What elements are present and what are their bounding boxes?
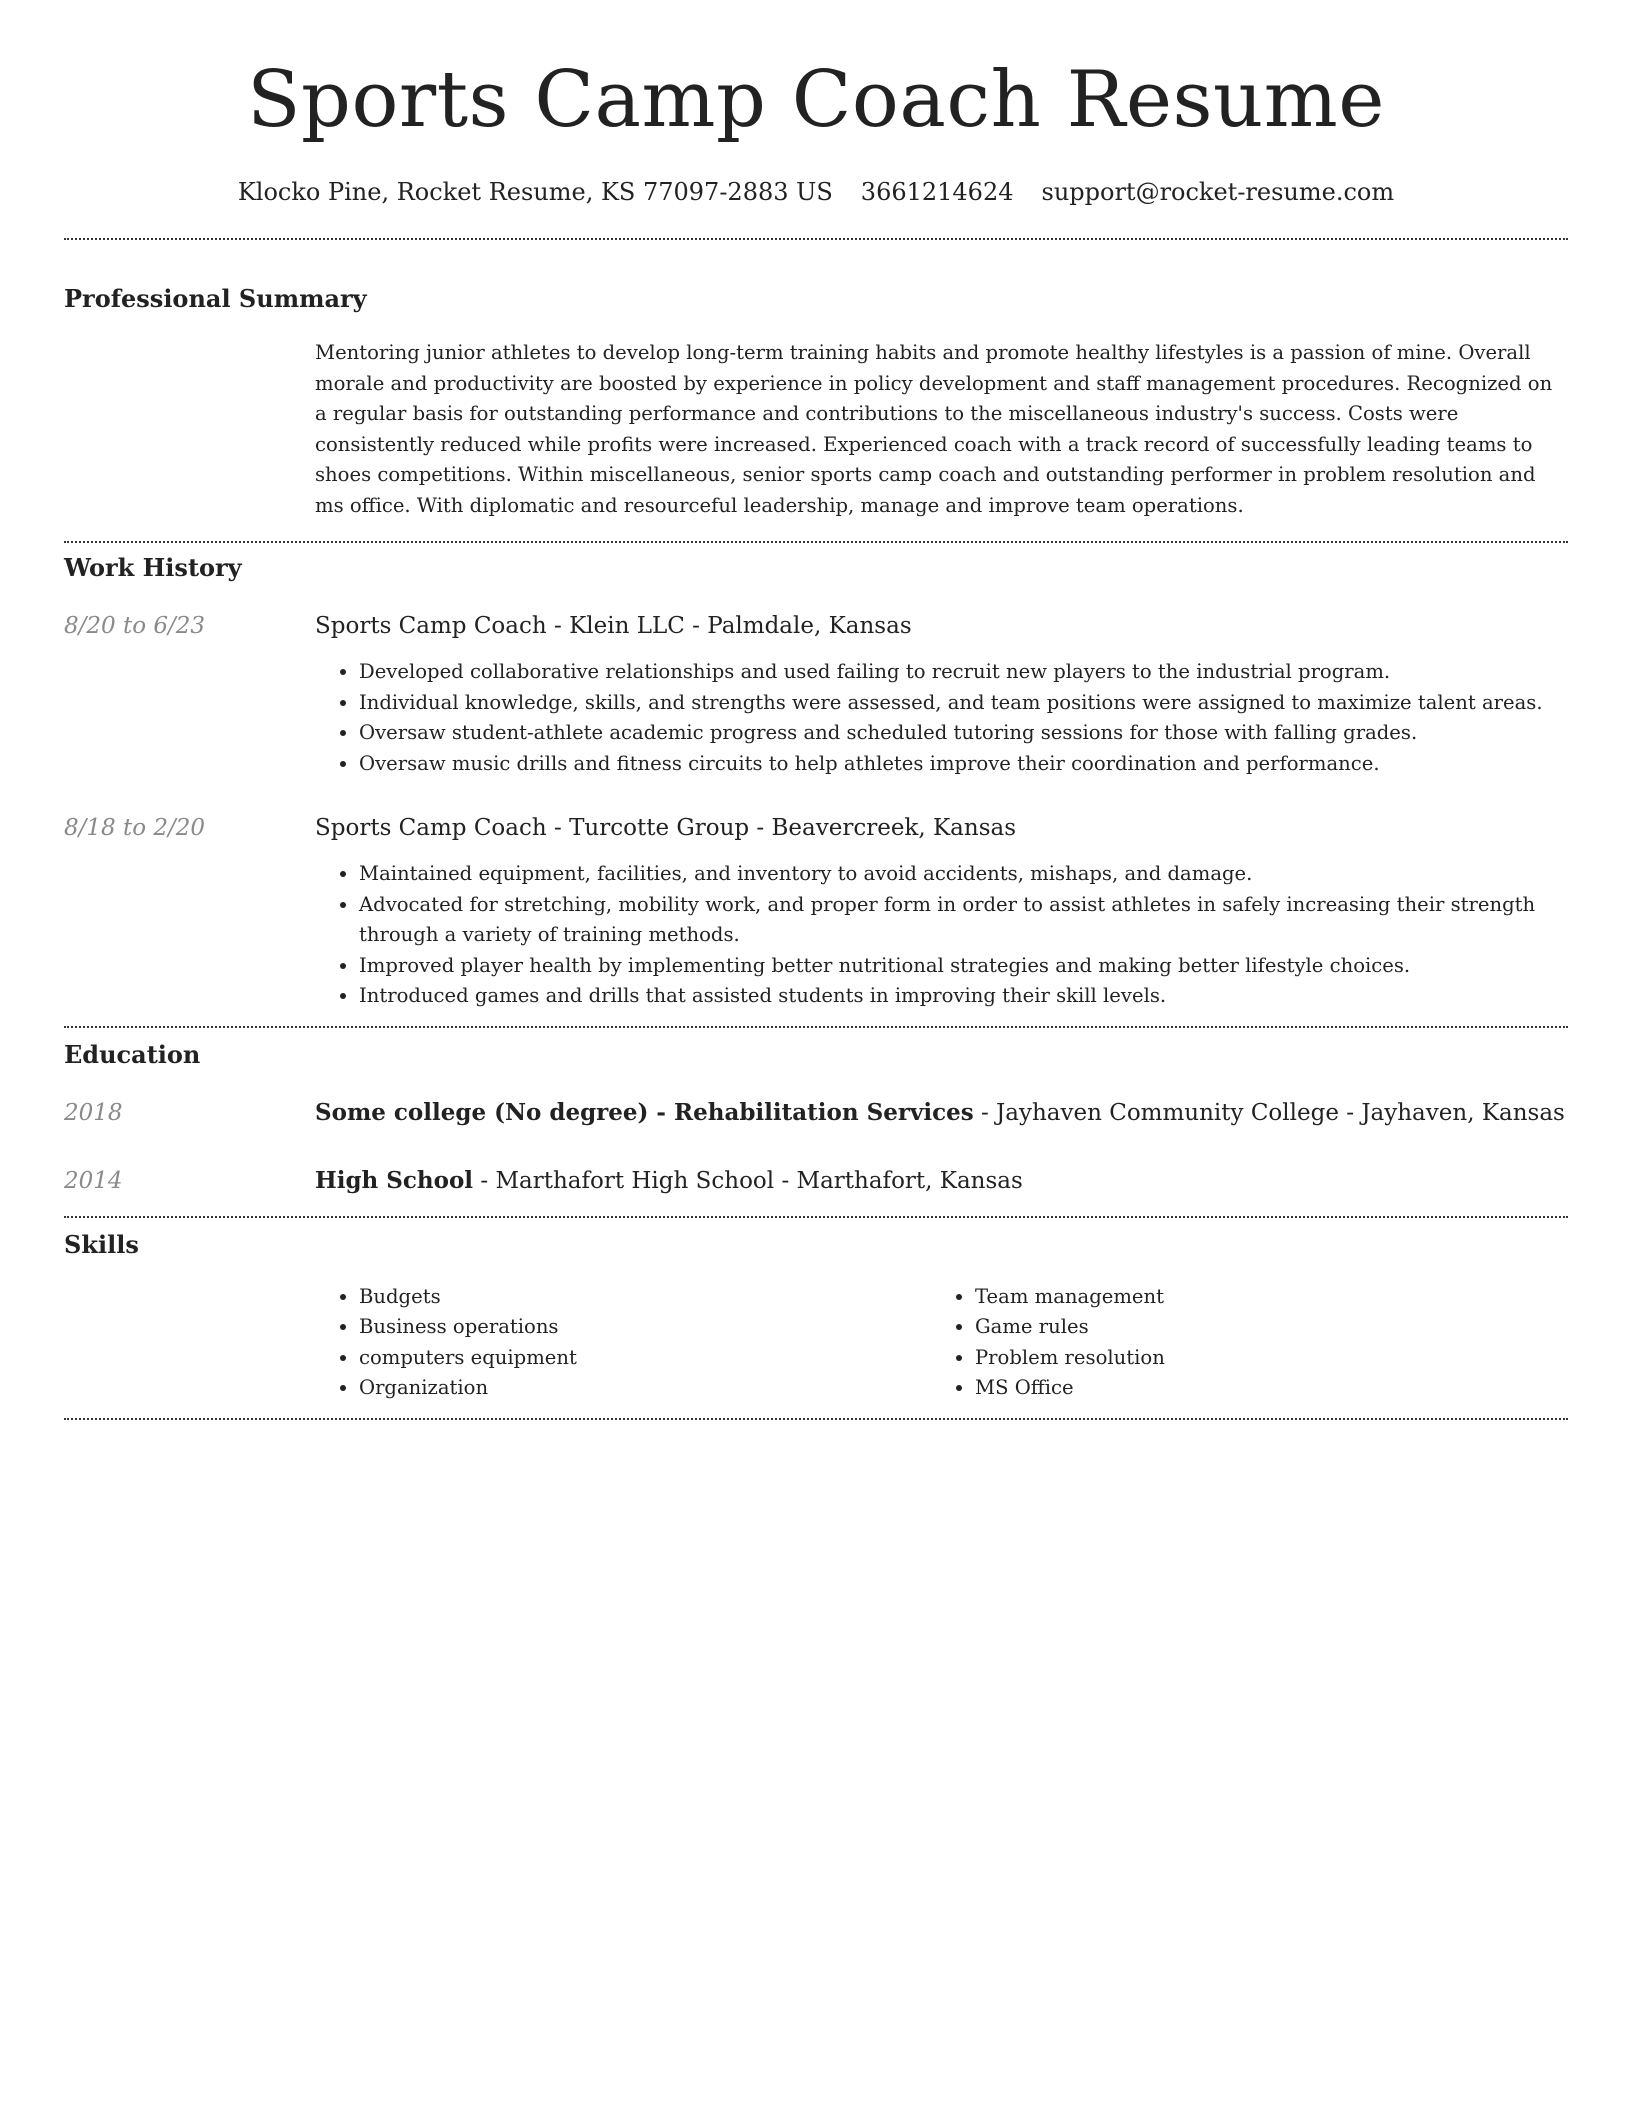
- job-entry: [64, 813, 1568, 1012]
- education-degree: High School: [315, 1166, 474, 1194]
- education-school: - Marthafort High School - Marthafort, Kansas: [473, 1167, 1023, 1194]
- contact-email: support@rocket-resume.com: [1041, 178, 1395, 206]
- job-dates: 8/20 to 6/23: [64, 613, 206, 639]
- education-school: - Jayhaven Community College - Jayhaven, Kansas: [973, 1099, 1565, 1126]
- divider: [64, 541, 1568, 543]
- section-title-education: Education: [64, 1039, 201, 1069]
- education-degree: Some college (No degree) - Rehabilitation Services: [315, 1098, 974, 1126]
- resume-header: [64, 0, 1568, 208]
- list-item: • Advocated for stretching, mobility work, and proper form in order to assist athletes in safely increasing their strength through a variety of training methods.: [359, 890, 1568, 951]
- section-title-work: Work History: [64, 553, 242, 582]
- list-item: • Oversaw music drills and fitness circuits to help athletes improve their coordination and performance.: [359, 749, 1568, 780]
- education-line: [315, 1098, 1568, 1128]
- education-year: 2014: [64, 1167, 123, 1194]
- list-item: • Maintained equipment, facilities, and inventory to avoid accidents, mishaps, and damage.: [359, 859, 1568, 890]
- resume-page: [64, 0, 1568, 1420]
- contact-phone: 3661214624: [860, 178, 1014, 206]
- list-item: • Individual knowledge, skills, and strengths were assessed, and team positions were assigned to maximize talent areas.: [359, 688, 1568, 719]
- section-title-summary: Professional Summary: [64, 284, 367, 313]
- skill-item: • MS Office: [975, 1373, 1547, 1404]
- education-year: 2018: [64, 1099, 123, 1126]
- summary-section: [64, 284, 1568, 521]
- divider: [64, 1216, 1568, 1218]
- skill-item: • Budgets: [359, 1282, 931, 1313]
- skill-item: • Organization: [359, 1373, 931, 1404]
- skill-item: • computers equipment: [359, 1343, 931, 1374]
- divider: [64, 238, 1568, 240]
- skill-item: • Business operations: [359, 1312, 931, 1343]
- divider: [64, 1418, 1568, 1420]
- skills-list-right: [931, 1282, 1547, 1404]
- job-dates: 8/18 to 2/20: [64, 815, 206, 841]
- job-heading: Sports Camp Coach - Klein LLC - Palmdale, Kansas: [315, 613, 912, 639]
- skills-columns: [315, 1282, 1568, 1404]
- list-item: • Oversaw student-athlete academic progress and scheduled tutoring sessions for those with falling grades.: [359, 718, 1568, 749]
- job-bullets: [315, 859, 1568, 1012]
- contact-address: Klocko Pine, Rocket Resume, KS 77097-2883 US: [237, 178, 833, 206]
- job-body: [315, 813, 1568, 1012]
- education-entry: [64, 1166, 1568, 1196]
- job-bullets: [315, 657, 1568, 779]
- section-title-skills: Skills: [64, 1229, 139, 1259]
- skills-list-left: [315, 1282, 931, 1404]
- education-line: [315, 1166, 1568, 1196]
- skill-item: • Game rules: [975, 1312, 1547, 1343]
- list-item: • Improved player health by implementing better nutritional strategies and making better lifestyle choices.: [359, 951, 1568, 982]
- summary-text: Mentoring junior athletes to develop long-term training habits and promote healthy lifestyles is a passion of mine. Overall morale and productivity are boosted by experience in policy development and staff management procedures. Recognized on a regular basis for outstanding performance and contributions to the miscellaneous industry's success. Costs were consistently reduced while profits were increased. Experienced coach with a track record of successfully leading teams to shoes competitions. Within miscellaneous, senior sports camp coach and outstanding performer in problem resolution and ms office. With diplomatic and resourceful leadership, manage and improve team operations.: [315, 341, 1553, 517]
- skill-item: • Problem resolution: [975, 1343, 1547, 1374]
- skills-section: [64, 1230, 1568, 1404]
- resume-title: Sports Camp Coach Resume: [247, 55, 1385, 145]
- skill-item: • Team management: [975, 1282, 1547, 1313]
- job-heading: Sports Camp Coach - Turcotte Group - Beavercreek, Kansas: [315, 815, 1017, 841]
- work-section: [64, 553, 1568, 1012]
- job-entry: [64, 611, 1568, 779]
- education-section: [64, 1040, 1568, 1196]
- list-item: • Introduced games and drills that assisted students in improving their skill levels.: [359, 981, 1568, 1012]
- job-body: [315, 611, 1568, 779]
- list-item: • Developed collaborative relationships and used failing to recruit new players to the industrial program.: [359, 657, 1568, 688]
- divider: [64, 1026, 1568, 1028]
- education-entry: [64, 1098, 1568, 1128]
- contact-line: [64, 176, 1568, 208]
